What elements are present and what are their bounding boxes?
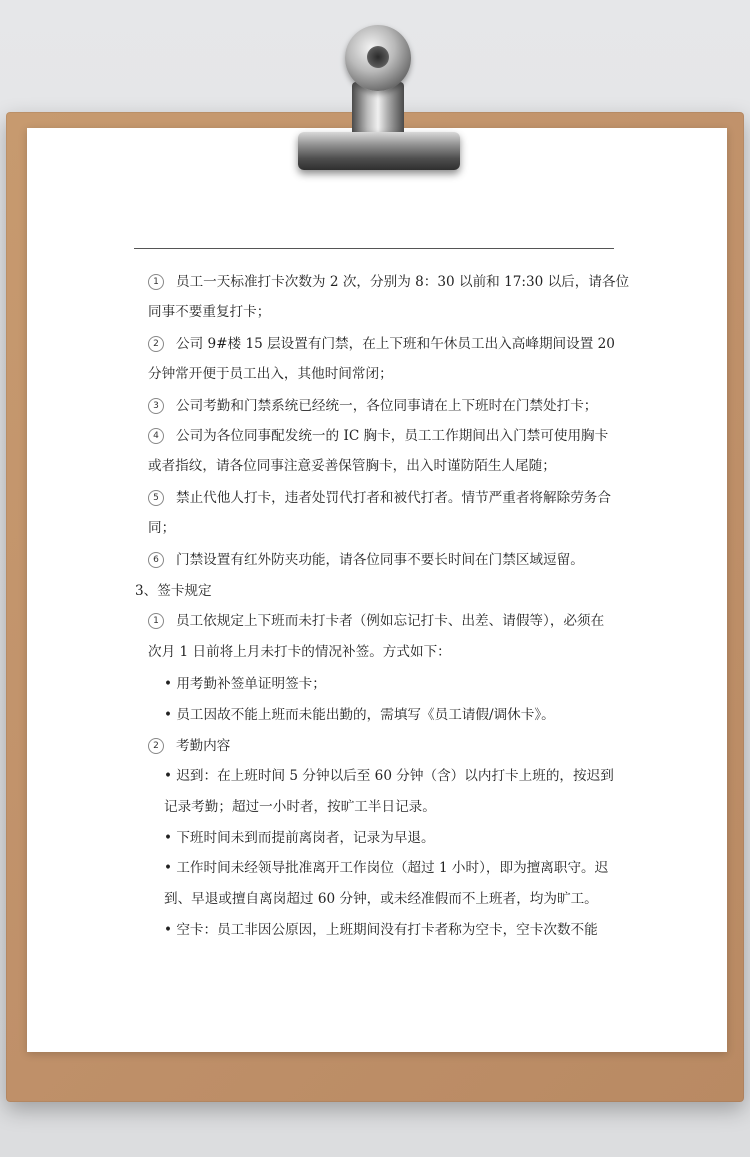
item-number-3: 3 bbox=[148, 398, 164, 414]
rule-2-text: 考勤内容 bbox=[176, 738, 231, 754]
item-3-line-1 bbox=[148, 396, 597, 416]
rule-number-2: 2 bbox=[148, 738, 164, 754]
item-1-text: 员工一天标准打卡次数为 2 次，分别为 8：30 以前和 17:30 以后，请各位 bbox=[176, 274, 630, 290]
bullet-3-line-1: • 迟到：在上班时间 5 分钟以后至 60 分钟（含）以内打卡上班的，按迟到 bbox=[164, 768, 614, 784]
item-number-2: 2 bbox=[148, 336, 164, 352]
bullet-5-line-1: • 工作时间未经领导批准离开工作岗位（超过 1 小时），即为擅离职守。迟 bbox=[164, 860, 609, 876]
item-4-text: 公司为各位同事配发统一的 IC 胸卡，员工工作期间出入门禁可使用胸卡 bbox=[176, 428, 609, 444]
item-6-text: 门禁设置有红外防夹功能，请各位同事不要长时间在门禁区域逗留。 bbox=[176, 552, 584, 568]
rule-2-line-1 bbox=[148, 736, 230, 756]
item-1-line-1 bbox=[148, 272, 629, 292]
item-2-line-2: 分钟常开便于员工出入，其他时间常闭； bbox=[148, 366, 393, 382]
item-4-line-2: 或者指纹，请各位同事注意妥善保管胸卡，出入时谨防陌生人尾随； bbox=[148, 458, 556, 474]
bullet-5-line-2: 到、早退或擅自离岗超过 60 分钟，或未经准假而不上班者，均为旷工。 bbox=[164, 891, 598, 907]
item-2-text: 公司 9#楼 15 层设置有门禁，在上下班和午休员工出入高峰期间设置 20 bbox=[176, 336, 615, 352]
bullet-3-line-2: 记录考勤；超过一小时者，按旷工半日记录。 bbox=[164, 799, 436, 815]
bullet-6: • 空卡：员工非因公原因，上班期间没有打卡者称为空卡，空卡次数不能 bbox=[164, 922, 598, 938]
item-2-line-1 bbox=[148, 334, 615, 354]
item-6-line-1 bbox=[148, 550, 584, 570]
section-heading: 3、签卡规定 bbox=[135, 583, 212, 599]
rule-number-1: 1 bbox=[148, 613, 164, 629]
item-number-5: 5 bbox=[148, 490, 164, 506]
rule-1-text: 员工依规定上下班而未打卡者（例如忘记打卡、出差、请假等），必须在 bbox=[176, 613, 605, 629]
item-number-1: 1 bbox=[148, 274, 164, 290]
item-4-line-1 bbox=[148, 426, 608, 446]
item-5-text: 禁止代他人打卡，违者处罚代打者和被代打者。情节严重者将解除劳务合 bbox=[176, 490, 611, 506]
item-number-4: 4 bbox=[148, 428, 164, 444]
item-3-text: 公司考勤和门禁系统已经统一，各位同事请在上下班时在门禁处打卡； bbox=[176, 398, 598, 414]
item-5-line-1 bbox=[148, 488, 611, 508]
bullet-1: • 用考勤补签单证明签卡； bbox=[164, 676, 326, 692]
item-5-line-2: 同； bbox=[148, 520, 176, 536]
bullet-4: • 下班时间未到而提前离岗者，记录为早退。 bbox=[164, 830, 435, 846]
item-1-line-2: 同事不要重复打卡； bbox=[148, 304, 271, 320]
rule-1-line-1 bbox=[148, 611, 604, 631]
item-number-6: 6 bbox=[148, 552, 164, 568]
bullet-2: • 员工因故不能上班而未能出勤的，需填写《员工请假/调休卡》。 bbox=[164, 707, 555, 723]
rule-1-line-2: 次月 1 日前将上月未打卡的情况补签。方式如下： bbox=[148, 644, 451, 660]
